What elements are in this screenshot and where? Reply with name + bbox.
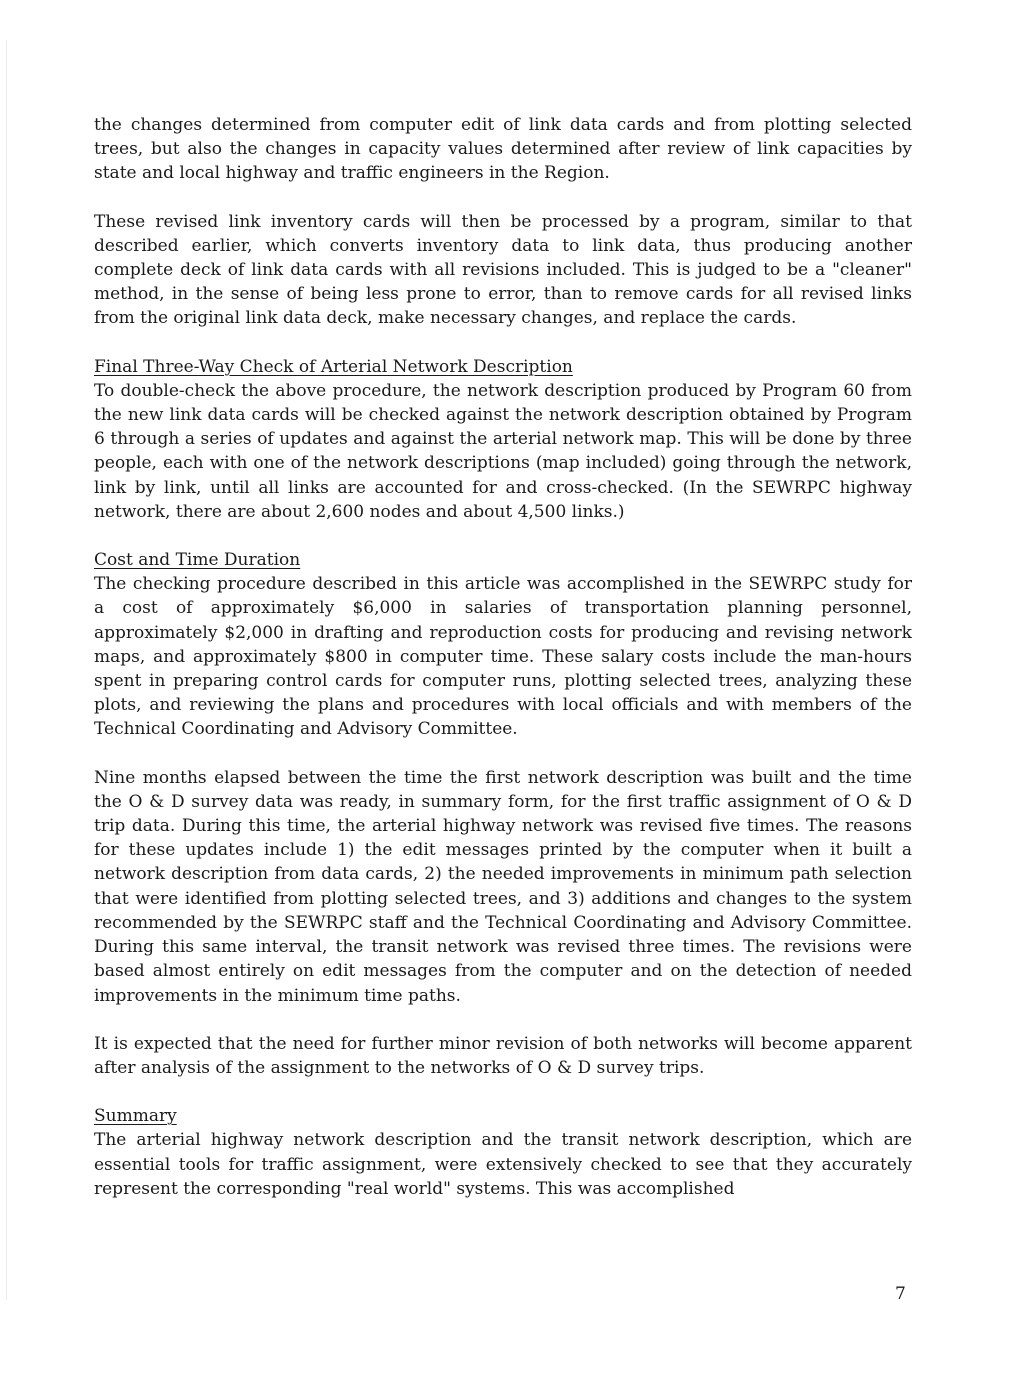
paragraph-summary: The arterial highway network description and the transit network description, which are essential tools for traffic assignment, were extensively checked to see that they accurately represent the corresponding "real world" systems. This was accomplished <box>94 1130 912 1199</box>
page-number: 7 <box>895 1284 906 1304</box>
scan-edge-line <box>6 40 7 1300</box>
paragraph-revised-cards: These revised link inventory cards will then be processed by a program, similar to that described earlier, which converts inventory data to link data, thus producing another complete deck of link data cards with all revisions included. This is judged to be a "cleaner" method, in the sense of being less prone to error, than to remove cards for all revised links from the original link data deck, make necessary changes, and replace the cards. <box>94 211 912 329</box>
paragraph-continuation: the changes determined from computer edit of link data cards and from plotting selected trees, but also the changes in capacity values determined after review of link capacities by state and local highway and traffic engineers in the Region. <box>94 115 912 184</box>
paragraph-final-check: To double-check the above procedure, the network description produced by Program 60 from the new link data cards will be checked against the network description obtained by Program 6 through a series of updates and against the arterial network map. This will be done by three people, each with one of the network descriptions (map included) going through the network, link by link, until all links are accounted for and cross-checked. (In the SEWRPC highway network, there are about 2,600 nodes and about 4,500 links.) <box>94 380 912 522</box>
heading-final-check: Final Three-Way Check of Arterial Network Description <box>94 356 573 377</box>
paragraph-expectation: It is expected that the need for further minor revision of both networks will become apparent after analysis of the assignment to the networks of O & D survey trips. <box>94 1033 912 1078</box>
heading-summary: Summary <box>94 1106 177 1127</box>
heading-cost-time: Cost and Time Duration <box>94 550 301 571</box>
document-page <box>94 113 912 1225</box>
paragraph-time: Nine months elapsed between the time the first network description was built and the time the O & D survey data was ready, in summary form, for the first traffic assignment of O & D trip data. During this time, the arterial highway network was revised five times. The reasons for these updates include 1) the edit messages printed by the computer when it built a network description from data cards, 2) the needed improvements in minimum path selection that were identified from plotting selected trees, and 3) additions and changes to the system recommended by the SEWRPC staff and the Technical Coordinating and Advisory Committee. During this same interval, the transit network was revised three times. The revisions were based almost entirely on edit messages from the computer and on the detection of needed improvements in the minimum time paths. <box>94 767 912 1006</box>
paragraph-cost: The checking procedure described in this article was accomplished in the SEWRPC study for a cost of approximately $6,000 in salaries of transportation planning personnel, approximately $2,000 in drafting and reproduction costs for producing and revising network maps, and approximately $800 in computer time. These salary costs include the man-hours spent in preparing control cards for computer runs, plotting selected trees, analyzing these plots, and reviewing the plans and procedures with local officials and with members of the Technical Coordinating and Advisory Committee. <box>94 574 912 740</box>
